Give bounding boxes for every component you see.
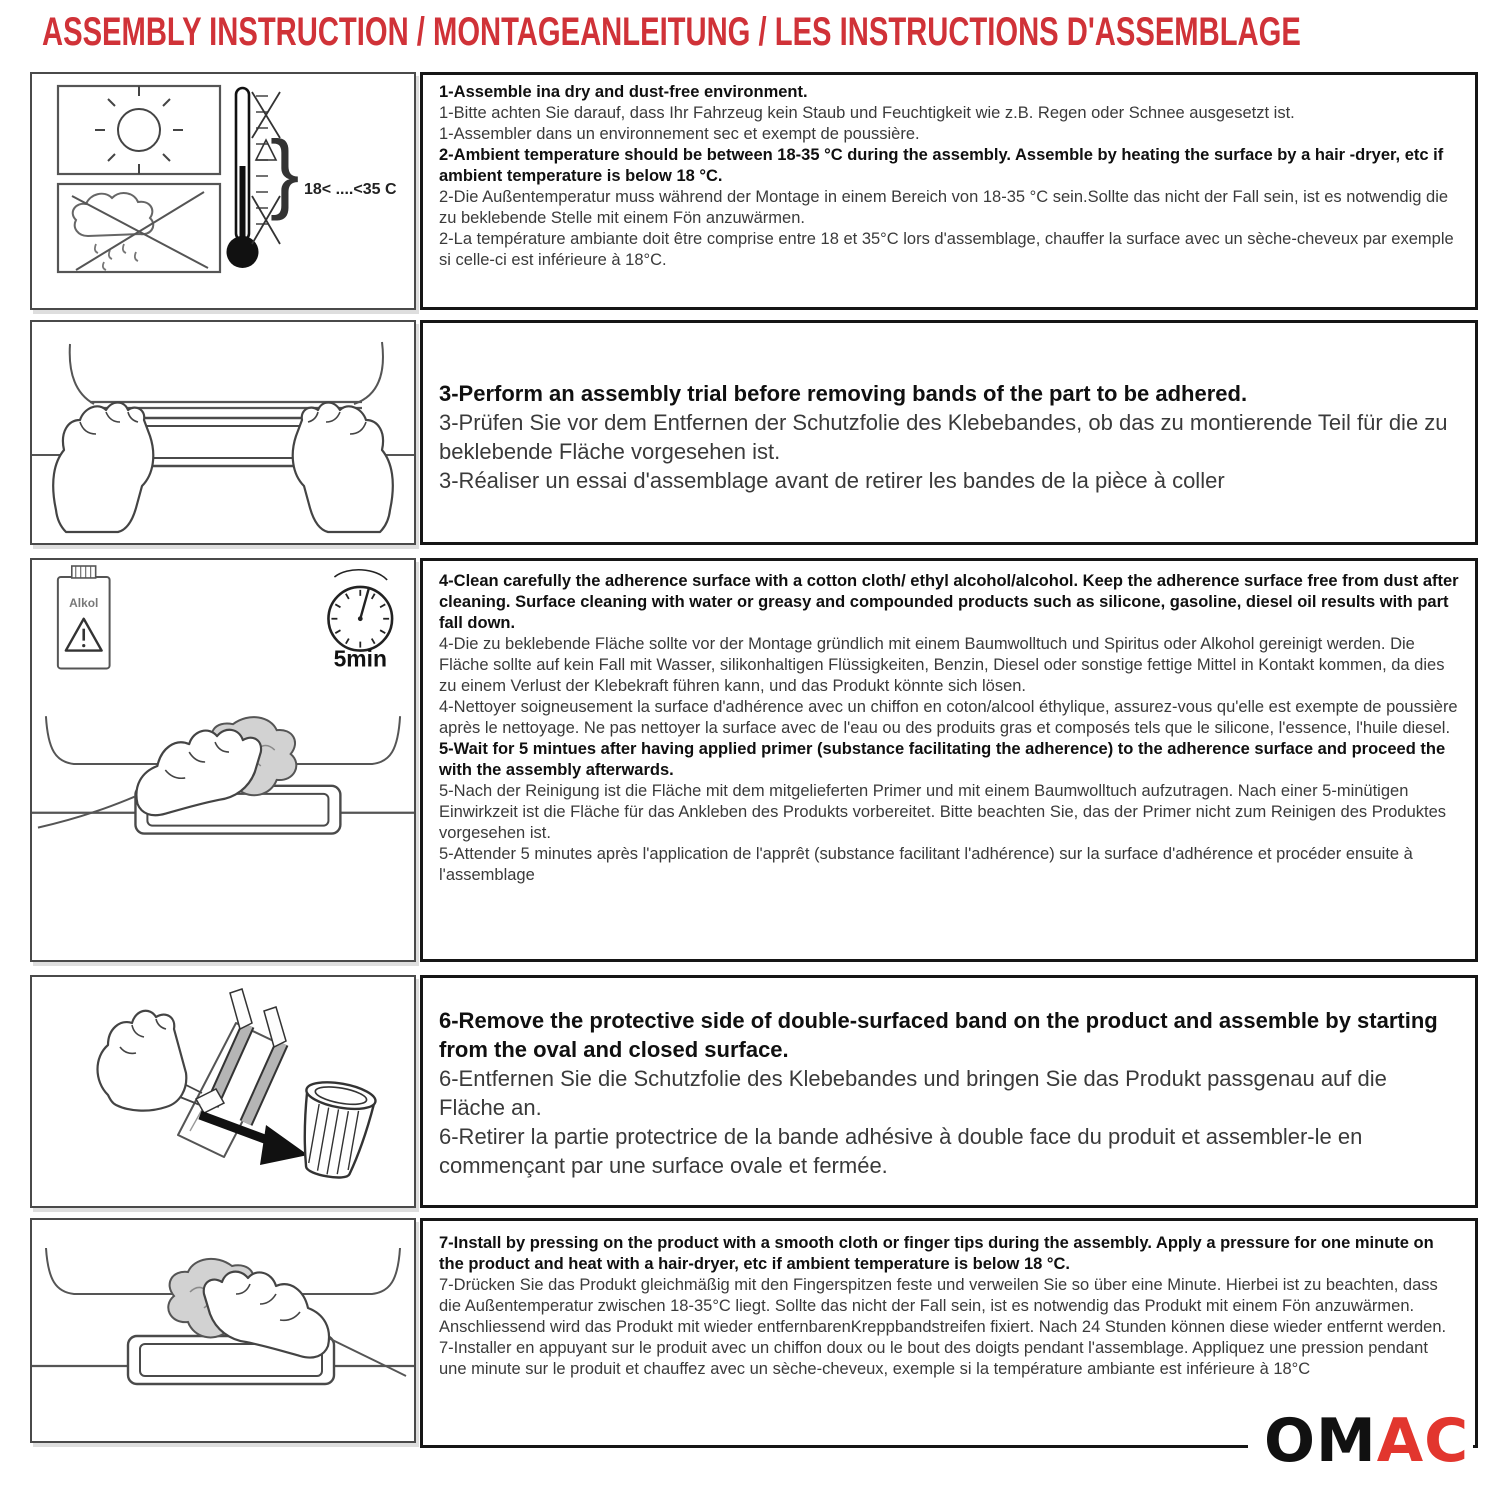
trash-can-icon bbox=[292, 1078, 377, 1183]
band-icon bbox=[70, 342, 383, 408]
section-6-text bbox=[420, 975, 1478, 1208]
step-4-bold: 4-Clean carefully the adherence surface with a cotton cloth/ ethyl alcohol/alcohol. Keep the adherence surface free from dust after cleaning. Surface cleaning with water or greasy and compounded products such as silicone, gasoline, diesel oil results with part fall down. bbox=[439, 572, 1459, 632]
illustration-clean-surface bbox=[30, 558, 416, 962]
section-4-5-row bbox=[0, 558, 1500, 962]
omac-logo-black: OM bbox=[1264, 1406, 1377, 1476]
step-3-fr: 3-Réaliser un essai d'assemblage avant de retirer les bandes de la pièce à coller bbox=[439, 468, 1225, 493]
section-1-2-row bbox=[0, 72, 1500, 310]
step-6-de: 6-Entfernen Sie die Schutzfolie des Klebebandes und bringen Sie das Produkt passgenau auf die Fläche an. bbox=[439, 1066, 1387, 1120]
step-1-bold: 1-Assemble ina dry and dust-free environment. bbox=[439, 83, 808, 101]
no-rain-icon bbox=[58, 184, 220, 272]
alcohol-bottle-icon bbox=[58, 566, 110, 668]
page-title: ASSEMBLY INSTRUCTION / MONTAGEANLEITUNG / LES INSTRUCTIONS D'ASSEMBLAGE bbox=[42, 10, 1301, 54]
step-6-fr: 6-Retirer la partie protectrice de la bande adhésive à double face du produit et assembler-le en commençant par une surface ovale et fermée. bbox=[439, 1124, 1363, 1178]
arm-line bbox=[38, 794, 141, 828]
section-3-text bbox=[420, 320, 1478, 545]
step-7-de: 7-Drücken Sie das Produkt gleichmäßig mit den Fingerspitzen feste und verweilen Sie so über eine Minute. Hierbei ist zu beachten, dass die Außentemperatur zwischen 18-35°C liegt. Sollte das nicht der Fall sein, ist es notwendig das Produkt mit einem Fön anzuwärmen. Anschliessend wird das Produkt mit wieder entfernbarenKreppbandstreifen fixiert. Nach 24 Stunden können diese wieder entfernt werden. bbox=[439, 1276, 1447, 1336]
step-7-fr: 7-Installer en appuyant sur le produit avec un chiffon doux ou le bout des doigts pendant l'assemblage. Appliquez une pression pendant une minute sur le produit et chauffez avec un sèche-cheveux, exemple si la température ambiante est inférieure à 18°C bbox=[439, 1339, 1428, 1378]
step-2-fr: 2-La température ambiante doit être comprise entre 18 et 35°C lors d'assemblage, chauffer la surface avec un sèche-cheveux par exemple si celle-ci est inférieure à 18°C. bbox=[439, 230, 1454, 269]
step-5-fr: 5-Attender 5 minutes après l'application de l'apprêt (substance facilitant l'adhérence) sur la surface d'adhérence et procéder ensuite à l'assemblage bbox=[439, 845, 1413, 884]
step-1-fr: 1-Assembler dans un environnement sec et exempt de poussière. bbox=[439, 125, 920, 143]
peeling-hand-icon bbox=[98, 1011, 203, 1111]
temperature-range-label: 18< ....<35 C bbox=[304, 181, 397, 198]
step-2-bold: 2-Ambient temperature should be between 18-35 °C during the assembly. Assemble by heating the surface by a hair -dryer, etc if ambient temperature is below 18 °C. bbox=[439, 146, 1444, 185]
step-5-de: 5-Nach der Reinigung ist die Fläche mit dem mitgelieferten Primer und mit einem Baumwolltuch aufzutragen. Nach einer 5-minütigen Einwirkzeit ist die Fläche für das Ankleben des Produkts vorbereitet. Bitte beachten Sie, das der Primer nicht zum Reinigen des Produktes vorgesehen ist. bbox=[439, 782, 1447, 842]
illustration-environment bbox=[30, 72, 416, 310]
illustration-remove-band bbox=[30, 975, 416, 1208]
illustration-press-product bbox=[30, 1218, 416, 1443]
sun-icon bbox=[58, 86, 220, 174]
step-3-de: 3-Prüfen Sie vor dem Entfernen der Schutzfolie des Klebebandes, ob das zu montierende Teil für die zu beklebende Fläche vorgesehen ist. bbox=[439, 410, 1448, 464]
brace-glyph: } bbox=[270, 122, 300, 221]
section-3-row bbox=[0, 320, 1500, 545]
step-7-bold: 7-Install by pressing on the product with a smooth cloth or finger tips during the assembly. Apply a pressure for one minute on the product and heat with a hair-dryer, etc if ambient temperature is below 18 °C. bbox=[439, 1234, 1434, 1273]
bottle-label: Alkol bbox=[69, 595, 99, 610]
step-6-bold: 6-Remove the protective side of double-surfaced band on the product and assemble by starting from the oval and closed surface. bbox=[439, 1008, 1438, 1062]
section-4-5-text bbox=[420, 558, 1478, 962]
illustration-assembly-trial bbox=[30, 320, 416, 545]
step-4-fr: 4-Nettoyer soigneusement la surface d'adhérence avec un chiffon en coton/alcool éthylique, assurez-vous qu'elle est exempte de poussière après le nettoyage. Ne pas nettoyer la surface avec de l'eau ou des produits gras et composés tels que le silicone, l'essence, l'huile diesel. bbox=[439, 698, 1458, 737]
step-4-de: 4-Die zu beklebende Fläche sollte vor der Montage gründlich mit einem Baumwolltuch und Spiritus oder Alkohol gereinigt werden. Die Fläche sollte auf kein Fall mit Wasser, silikonhaltigen Flüssigkeiten, Benzin, Diesel oder sonstige fettige Mittel in Kontakt kommen, da dies zu einem Verlust der Klebekraft führen kann, und das Produkt könnte sich lösen. bbox=[439, 635, 1445, 695]
omac-logo bbox=[1248, 1404, 1473, 1478]
omac-logo-red: AC bbox=[1376, 1406, 1470, 1476]
section-1-2-text bbox=[420, 72, 1478, 310]
step-1-de: 1-Bitte achten Sie darauf, dass Ihr Fahrzeug kein Staub und Feuchtigkeit wie z.B. Regen oder Schnee ausgesetzt ist. bbox=[439, 104, 1295, 122]
step-5-bold: 5-Wait for 5 mintues after having applied primer (substance facilitating the adherence) to the adherence surface and proceed the with the assembly afterwards. bbox=[439, 740, 1446, 779]
clock-5min-label: 5min bbox=[333, 645, 387, 672]
clock-icon bbox=[328, 570, 392, 672]
section-6-row bbox=[0, 975, 1500, 1208]
step-2-de: 2-Die Außentemperatur muss während der Montage in einem Bereich von 18-35 °C sein.Sollte das nicht der Fall sein, ist es notwendig die zu beklebende Stelle mit einem Fön anzuwärmen. bbox=[439, 188, 1449, 227]
step-3-bold: 3-Perform an assembly trial before removing bands of the part to be adhered. bbox=[439, 381, 1248, 406]
